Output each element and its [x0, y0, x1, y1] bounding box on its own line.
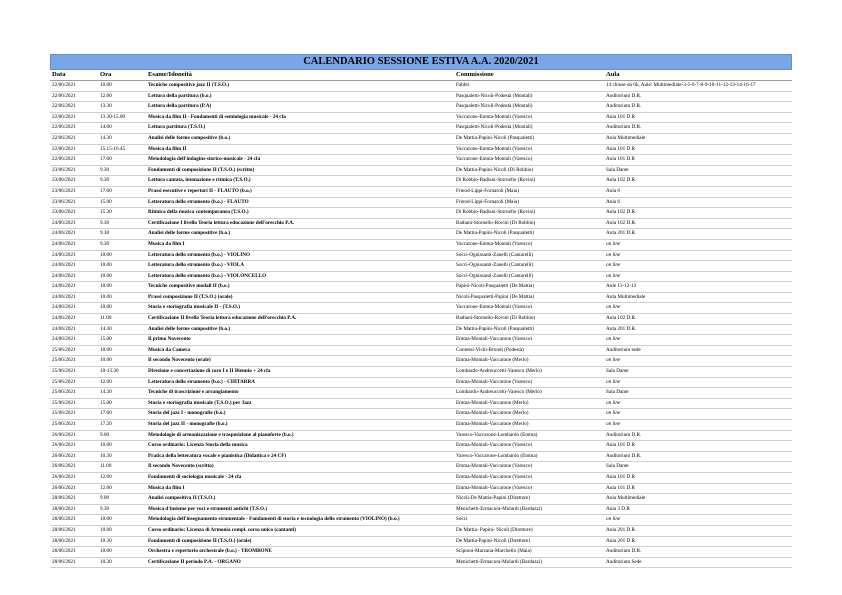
table-row	[50, 409, 792, 420]
cell-data: 22/06/2021	[50, 123, 98, 134]
table-header-row	[50, 70, 792, 81]
cell-aula: Aula 6	[604, 197, 792, 208]
cell-data: 28/06/2021	[50, 547, 98, 558]
cell-ora: 9.30	[98, 176, 146, 187]
cell-commissione: Lombardo-Andreuccetti-Varesco (Merlo)	[454, 388, 604, 399]
cell-aula: on line	[604, 261, 792, 272]
cell-commissione: Emma-Montali-Vaccarone (Varesco)	[454, 483, 604, 494]
cell-aula: Aula 102 D.R.	[604, 208, 792, 219]
table-row	[50, 335, 792, 346]
table-row	[50, 229, 792, 240]
table-row	[50, 250, 792, 261]
cell-commissione: Vaccarone-Emma-Montali (Varesco)	[454, 144, 604, 155]
cell-esame: Lettura cantata, intonazione e ritmica (T.S.O.)	[146, 176, 454, 187]
table-row	[50, 186, 792, 197]
table-row	[50, 282, 792, 293]
cell-commissione: Socci-Ognissanti-Zanelli (Cantarelli)	[454, 250, 604, 261]
cell-data: 25/06/2021	[50, 345, 98, 356]
cell-commissione: De Mattia-Papini-Nicoli (Pasqualetti)	[454, 133, 604, 144]
cell-esame: Certificazione II livello Teoria lettura educazione dell'orecchio P.A.	[146, 314, 454, 325]
table-row	[50, 81, 792, 92]
cell-esame: Metodologia dell'indagine storico-musicale - 24 cfa	[146, 155, 454, 166]
cell-data: 23/06/2021	[50, 165, 98, 176]
cell-commissione: Emma-Montali-Vaccarone (Varesco)	[454, 335, 604, 346]
cell-ora: 9.00	[98, 494, 146, 505]
cell-commissione: Emma-Montali-Vaccarone (Varesco)	[454, 377, 604, 388]
cell-ora: 10.30	[98, 536, 146, 547]
cell-commissione: Emma-Montali-Vaccarone (Varesco)	[454, 441, 604, 452]
cell-data: 25/06/2021	[50, 356, 98, 367]
cell-data: 23/06/2021	[50, 208, 98, 219]
cell-esame: Corso ordinario: Licenza di Armonia compl. corso unico (cantanti)	[146, 525, 454, 536]
table-row	[50, 176, 792, 187]
cell-data: 25/06/2021	[50, 377, 98, 388]
cell-esame: Letteratura dello strumento (b.o.) - VIOLONCELLO	[146, 271, 454, 282]
cell-ora: 10.00	[98, 515, 146, 526]
table-row	[50, 377, 792, 388]
cell-ora: 14.30	[98, 324, 146, 335]
cell-esame: Musica da film II - Fondamenti di semiologia musicale - 24 cfa	[146, 112, 454, 123]
cell-ora: 9.30	[98, 504, 146, 515]
cell-ora: 15.00	[98, 398, 146, 409]
cell-commissione: Socci	[454, 515, 604, 526]
cell-data: 22/06/2021	[50, 112, 98, 123]
cell-commissione: Emma-Montali-Vaccarone (Merlo)	[454, 420, 604, 431]
cell-data: 24/06/2021	[50, 261, 98, 272]
cell-esame: Il secondo Novecento (orale)	[146, 356, 454, 367]
cell-data: 26/06/2021	[50, 472, 98, 483]
cell-ora: 10.00	[98, 525, 146, 536]
table-row	[50, 155, 792, 166]
cell-ora: 10-13.30	[98, 367, 146, 378]
cell-commissione: Pasqualetti-Nicoli-Podestà (Montali)	[454, 91, 604, 102]
cell-esame: Orchestra e repertorio orchestrale (b.o.) - TROMBONE	[146, 547, 454, 558]
cell-data: 22/06/2021	[50, 91, 98, 102]
cell-data: 25/06/2021	[50, 420, 98, 431]
cell-aula: Aule 11-12-13	[604, 282, 792, 293]
cell-aula: Auditorium D.R.	[604, 430, 792, 441]
table-row	[50, 525, 792, 536]
cell-commissione: Socci-Ognissanti-Zanelli (Cantarelli)	[454, 271, 604, 282]
exam-schedule-table	[50, 70, 792, 568]
table-row	[50, 536, 792, 547]
cell-esame: Lettura partitura (T.S.O.)	[146, 123, 454, 134]
cell-aula: Auditorium Sede	[604, 557, 792, 568]
cell-aula: on line	[604, 377, 792, 388]
cell-aula: on line	[604, 250, 792, 261]
cell-ora: 15.00	[98, 197, 146, 208]
cell-data: 24/06/2021	[50, 218, 98, 229]
cell-aula: on line	[604, 515, 792, 526]
cell-data: 22/06/2021	[50, 144, 98, 155]
cell-data: 25/06/2021	[50, 398, 98, 409]
cell-esame: Analisi delle forme compositive (b.o.)	[146, 133, 454, 144]
cell-commissione: Nicoli-De Mattia-Papini (Direttore)	[454, 494, 604, 505]
cell-data: 28/06/2021	[50, 557, 98, 568]
cell-commissione: Vaccarone-Emma-Montali (Varesco)	[454, 155, 604, 166]
cell-ora: 9.00	[98, 430, 146, 441]
cell-esame: Tecniche di trascrizione e arrangiamento	[146, 388, 454, 399]
cell-ora: 9.30	[98, 239, 146, 250]
cell-data: 28/06/2021	[50, 515, 98, 526]
cell-data: 22/06/2021	[50, 81, 98, 92]
cell-commissione: Emma-Montali-Vaccarone (Merlo)	[454, 356, 604, 367]
cell-esame: Metodologia dell'insegnamento strumentale - Fondamenti di storia e tecnologia dello strumento (VIOLINO) (b.o.)	[146, 515, 454, 526]
cell-esame: Letteratura dello strumento (b.o.) - FLAUTO	[146, 197, 454, 208]
cell-commissione: Lombardo-Andreuccetti-Varesco (Merlo)	[454, 367, 604, 378]
cell-commissione: Papini-Nicoli-Pasqualetti (De Mattia)	[454, 282, 604, 293]
cell-ora: 11.00	[98, 314, 146, 325]
cell-ora: 17.00	[98, 155, 146, 166]
cell-ora: 10.00	[98, 271, 146, 282]
cell-aula: Aula Multimediale	[604, 292, 792, 303]
cell-esame: Letteratura dello strumento (b.o.) - VIOLA	[146, 261, 454, 272]
cell-ora: 14.00	[98, 123, 146, 134]
column-header-commissione: Commissione	[454, 70, 604, 81]
table-row	[50, 112, 792, 123]
cell-esame: Musica da film II	[146, 144, 454, 155]
cell-data: 26/06/2021	[50, 462, 98, 473]
cell-commissione: De Mattia-Papini-Nicoli (Di Robbio)	[454, 165, 604, 176]
cell-ora: 10.00	[98, 261, 146, 272]
cell-ora: 9.30	[98, 165, 146, 176]
cell-aula: on line	[604, 409, 792, 420]
cell-ora: 15.00	[98, 335, 146, 346]
cell-aula: Auditorium sede	[604, 345, 792, 356]
cell-data: 24/06/2021	[50, 229, 98, 240]
cell-aula: Sala Dante	[604, 367, 792, 378]
cell-ora: 9.30	[98, 229, 146, 240]
cell-aula: Aula 102 D.R.	[604, 218, 792, 229]
cell-ora: 12.00	[98, 483, 146, 494]
table-row	[50, 218, 792, 229]
table-row	[50, 239, 792, 250]
table-row	[50, 165, 792, 176]
cell-ora: 17.20	[98, 420, 146, 431]
cell-esame: Lettura della partitura (b.o.)	[146, 91, 454, 102]
cell-aula: on line	[604, 239, 792, 250]
table-row	[50, 367, 792, 378]
cell-data: 24/06/2021	[50, 314, 98, 325]
cell-commissione: Emma-Montali-Vaccarone (Varesco)	[454, 462, 604, 473]
table-row	[50, 483, 792, 494]
cell-data: 23/06/2021	[50, 186, 98, 197]
column-header-ora: Ora	[98, 70, 146, 81]
cell-commissione: Vaccarone-Emma-Montali (Varesco)	[454, 239, 604, 250]
table-row	[50, 462, 792, 473]
cell-commissione: De Mattia- Papini- Nicoli (Direttore)	[454, 525, 604, 536]
cell-ora: 15.30	[98, 208, 146, 219]
cell-aula: Aula 3 D.R	[604, 504, 792, 515]
cell-ora: 10.00	[98, 356, 146, 367]
cell-commissione: Pasqualetti-Nicoli-Podestà (Montali)	[454, 123, 604, 134]
cell-ora: 10.00	[98, 250, 146, 261]
cell-data: 26/06/2021	[50, 451, 98, 462]
cell-data: 26/06/2021	[50, 441, 98, 452]
cell-commissione: Fabbri	[454, 81, 604, 92]
cell-esame: Analisi compositiva II (T.S.O.)	[146, 494, 454, 505]
table-row	[50, 133, 792, 144]
cell-data: 24/06/2021	[50, 303, 98, 314]
cell-commissione: Vaccarone-Emma-Montali (Varesco)	[454, 112, 604, 123]
cell-ora: 12.00	[98, 91, 146, 102]
cell-ora: 10.00	[98, 81, 146, 92]
table-row	[50, 441, 792, 452]
cell-ora: 14.30	[98, 133, 146, 144]
cell-ora: 10.00	[98, 292, 146, 303]
cell-commissione: De Mattia-Papini-Nicoli (Pasqualetti)	[454, 324, 604, 335]
cell-data: 26/06/2021	[50, 430, 98, 441]
cell-ora: 12.00	[98, 472, 146, 483]
cell-aula: Sala Dante	[604, 388, 792, 399]
cell-data: 28/06/2021	[50, 536, 98, 547]
table-row	[50, 356, 792, 367]
cell-aula: Aula 6	[604, 186, 792, 197]
cell-data: 24/06/2021	[50, 239, 98, 250]
cell-esame: Fondamenti di composizione II (T.S.O.) (scritto)	[146, 165, 454, 176]
cell-data: 24/06/2021	[50, 271, 98, 282]
cell-aula: Aula 201 D.R.	[604, 324, 792, 335]
cell-commissione: Pasqualetti-Nicoli-Podestà (Montali)	[454, 102, 604, 113]
cell-commissione: De Mattia-Papini-Nicoli (Pasqualetti)	[454, 229, 604, 240]
cell-aula: Auditorium D.R.	[604, 123, 792, 134]
cell-aula: Aula 101 D.R	[604, 483, 792, 494]
cell-data: 22/06/2021	[50, 155, 98, 166]
table-row	[50, 271, 792, 282]
table-row	[50, 557, 792, 568]
cell-data: 24/06/2021	[50, 324, 98, 335]
table-row	[50, 123, 792, 134]
cell-aula: Aula 201 D.R.	[604, 525, 792, 536]
table-row	[50, 472, 792, 483]
cell-aula: Auditorium D.R.	[604, 451, 792, 462]
cell-esame: Analisi delle forme compositive (b.o.)	[146, 324, 454, 335]
cell-commissione: Varesco-Vaccarone-Lombardo (Emma)	[454, 451, 604, 462]
cell-data: 23/06/2021	[50, 176, 98, 187]
cell-aula: Aula 101 D.R	[604, 112, 792, 123]
cell-data: 26/06/2021	[50, 483, 98, 494]
cell-data: 28/06/2021	[50, 504, 98, 515]
cell-ora: 10.00	[98, 282, 146, 293]
cell-commissione: Nicoli-Pasqualetti-Papini (De Mattia)	[454, 292, 604, 303]
cell-ora: 10.00	[98, 441, 146, 452]
cell-commissione: Emma-Montali-Vaccarone (Varesco)	[454, 472, 604, 483]
cell-esame: Il secondo Novecento (scritto)	[146, 462, 454, 473]
table-row	[50, 208, 792, 219]
cell-ora: 17.00	[98, 409, 146, 420]
cell-aula: 14 chiuse da 6h, Aule: Multimediale-3-5-6-7-8-9-10-11-12-13-14-16-17	[604, 81, 792, 92]
cell-commissione: Di Robbio-Badiani-Stornello (Rovini)	[454, 176, 604, 187]
cell-data: 24/06/2021	[50, 250, 98, 261]
cell-commissione: Varesco-Vaccarone-Lombardo (Emma)	[454, 430, 604, 441]
cell-aula: Sala Dante	[604, 165, 792, 176]
cell-esame: Analisi delle forme compositive (b.o.)	[146, 229, 454, 240]
cell-esame: Tecniche compositive jazz II (T.S.O.)	[146, 81, 454, 92]
cell-commissione: Emma-Montali-Vaccarone (Merlo)	[454, 398, 604, 409]
cell-aula: on line	[604, 356, 792, 367]
cell-esame: Storia del jazz I - monografie (b.o.)	[146, 409, 454, 420]
cell-commissione: Menichetti-Ermacora-Molardi (Bardazzi)	[454, 504, 604, 515]
cell-ora: 13.30	[98, 102, 146, 113]
cell-commissione: Socci-Ognissanti-Zanelli (Cantarelli)	[454, 261, 604, 272]
table-row	[50, 451, 792, 462]
table-row	[50, 303, 792, 314]
table-row	[50, 547, 792, 558]
cell-aula: Aula 201 D.R.	[604, 229, 792, 240]
cell-commissione: Menichetti-Ermacora-Molardi (Bardazzi)	[454, 557, 604, 568]
cell-data: 25/06/2021	[50, 367, 98, 378]
cell-esame: Letteratura dello strumento (b.o.) - VIOLINO	[146, 250, 454, 261]
cell-commissione: Friend-Lippi-Fornaroli (Maia)	[454, 197, 604, 208]
cell-ora: 14.30	[98, 388, 146, 399]
table-row	[50, 420, 792, 431]
table-row	[50, 515, 792, 526]
cell-commissione: Badiani-Stornello-Rovini (Di Robbio)	[454, 218, 604, 229]
cell-aula: Aula 101 D.R	[604, 441, 792, 452]
cell-ora: 13.30-15.00	[98, 112, 146, 123]
cell-esame: Storia e storiografia musicale II - (T.S.O.)	[146, 303, 454, 314]
cell-data: 24/06/2021	[50, 282, 98, 293]
cell-data: 28/06/2021	[50, 494, 98, 505]
cell-esame: Pratica della letteratura vocale e pianistica (Didattica e 24 CF)	[146, 451, 454, 462]
cell-esame: Certificazione I livello Teoria lettura educazione dell'orecchio P.A.	[146, 218, 454, 229]
cell-data: 23/06/2021	[50, 197, 98, 208]
cell-aula: Auditorium D.R.	[604, 547, 792, 558]
cell-aula: on line	[604, 303, 792, 314]
cell-data: 22/06/2021	[50, 133, 98, 144]
cell-esame: Fondamenti di composizione II (T.S.O.) (orale)	[146, 536, 454, 547]
cell-esame: Ritmica della musica contemporanea (T.S.O.)	[146, 208, 454, 219]
cell-data: 22/06/2021	[50, 102, 98, 113]
cell-aula: Aula 101 D.R	[604, 472, 792, 483]
table-row	[50, 324, 792, 335]
cell-aula: on line	[604, 420, 792, 431]
column-header-esame: Esame/Idoneità	[146, 70, 454, 81]
cell-aula: on line	[604, 271, 792, 282]
cell-aula: Auditorium D.R.	[604, 102, 792, 113]
cell-data: 24/06/2021	[50, 335, 98, 346]
cell-aula: Aula 102 D.R.	[604, 314, 792, 325]
table-row	[50, 144, 792, 155]
cell-data: 24/06/2021	[50, 292, 98, 303]
cell-aula: Sala Dante	[604, 462, 792, 473]
cell-aula: Aula 101 D.R	[604, 155, 792, 166]
cell-esame: Storia e storiografia musicale (T.S.O.) per Jazz	[146, 398, 454, 409]
cell-aula: Auditorium D.R.	[604, 91, 792, 102]
cell-commissione: Contessi-Vichi-Brondi (Podestà)	[454, 345, 604, 356]
cell-esame: Lettura della partitura (P.A)	[146, 102, 454, 113]
cell-ora: 10.00	[98, 303, 146, 314]
cell-aula: on line	[604, 398, 792, 409]
cell-commissione: Friend-Lippi-Fornaroli (Maia)	[454, 186, 604, 197]
cell-esame: Fondamenti di sociologia musicale - 24 cfa	[146, 472, 454, 483]
cell-commissione: Di Robbio-Badiani-Stornello (Rovini)	[454, 208, 604, 219]
table-body	[50, 81, 792, 568]
cell-ora: 10.00	[98, 345, 146, 356]
table-row	[50, 261, 792, 272]
table-row	[50, 494, 792, 505]
calendar-sheet	[50, 54, 792, 568]
cell-aula: on line	[604, 335, 792, 346]
table-row	[50, 430, 792, 441]
cell-esame: Metodologie di armonizzazione e trasposizione al pianoforte (b.o.)	[146, 430, 454, 441]
cell-commissione: De Mattia-Papini-Nicoli (Direttore)	[454, 536, 604, 547]
cell-aula: Aula 201 D.R.	[604, 536, 792, 547]
table-row	[50, 398, 792, 409]
table-row	[50, 91, 792, 102]
table-row	[50, 345, 792, 356]
cell-esame: Prassi composizione II (T.S.O.) (orale)	[146, 292, 454, 303]
cell-aula: Aula Multimediale	[604, 494, 792, 505]
cell-esame: Musica da film I	[146, 483, 454, 494]
table-row	[50, 197, 792, 208]
cell-aula: Aula Multimediale	[604, 133, 792, 144]
cell-data: 25/06/2021	[50, 409, 98, 420]
cell-data: 25/06/2021	[50, 388, 98, 399]
cell-ora: 10.30	[98, 451, 146, 462]
cell-esame: Il primo Novecento	[146, 335, 454, 346]
column-header-data: Data	[50, 70, 98, 81]
cell-ora: 11.00	[98, 462, 146, 473]
cell-commissione: Scipioni-Marzana-Marchello (Maia)	[454, 547, 604, 558]
table-row	[50, 292, 792, 303]
cell-commissione: Badiani-Stornello-Rovini (Di Robbio)	[454, 314, 604, 325]
cell-commissione: Emma-Montali-Vaccarone (Merlo)	[454, 409, 604, 420]
cell-esame: Storia del jazz II - monografie (b.o.)	[146, 420, 454, 431]
cell-data: 28/06/2021	[50, 525, 98, 536]
cell-esame: Musica da film I	[146, 239, 454, 250]
cell-esame: Prassi esecutive e repertori II - FLAUTO (b.o.)	[146, 186, 454, 197]
cell-ora: 10.30	[98, 557, 146, 568]
cell-ora: 17.00	[98, 186, 146, 197]
cell-aula: Aula 101 D.R	[604, 144, 792, 155]
table-row	[50, 314, 792, 325]
cell-esame: Direzione e concertazione di coro I e II Biennio + 24 cfa	[146, 367, 454, 378]
cell-esame: Letteratura dello strumento (b.o.) - CHITARRA	[146, 377, 454, 388]
cell-esame: Musica da Camera	[146, 345, 454, 356]
cell-ora: 10.00	[98, 547, 146, 558]
table-row	[50, 504, 792, 515]
cell-commissione: Vaccarone-Emma-Montali (Varesco)	[454, 303, 604, 314]
cell-esame: Corso ordinario: Licenza Storia della musica	[146, 441, 454, 452]
table-row	[50, 102, 792, 113]
calendar-title: CALENDARIO SESSIONE ESTIVA A.A. 2020/2021	[50, 54, 792, 70]
cell-ora: 12.00	[98, 377, 146, 388]
cell-esame: Tecniche compositive modali II (b.o.)	[146, 282, 454, 293]
cell-ora: 9.30	[98, 218, 146, 229]
column-header-aula: Aula	[604, 70, 792, 81]
cell-ora: 15.15-16.45	[98, 144, 146, 155]
cell-esame: Certificazione II periodo P.A. - ORGANO	[146, 557, 454, 568]
cell-esame: Musica d'insieme per voci e strumenti antichi (T.S.O.)	[146, 504, 454, 515]
cell-aula: Aula 102 D.R.	[604, 176, 792, 187]
table-row	[50, 388, 792, 399]
